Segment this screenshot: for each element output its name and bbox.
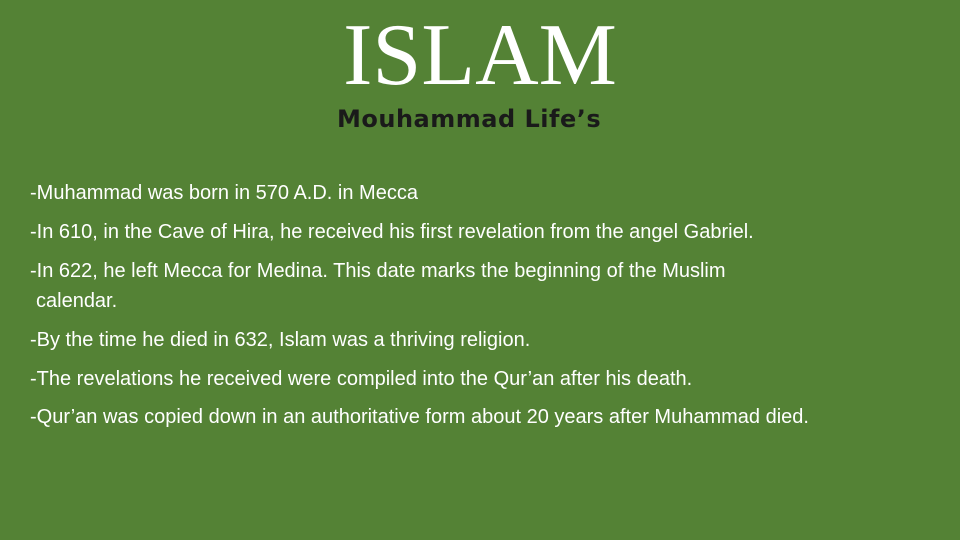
slide-title: ISLAM: [343, 7, 617, 104]
body-line: calendar.: [36, 290, 118, 312]
body-line: -Qur’an was copied down in an authoritative form about 20 years after Muhammad died.: [30, 406, 809, 428]
body-line: -By the time he died in 632, Islam was a thriving religion.: [30, 329, 531, 351]
body-line: -In 622, he left Mecca for Medina. This date marks the beginning of the Muslim: [30, 260, 726, 282]
slide-body: [30, 178, 930, 441]
slide-subtitle: Mouhammad Life’s: [337, 105, 602, 133]
body-line: -In 610, in the Cave of Hira, he received his first revelation from the angel Gabriel.: [30, 221, 754, 243]
body-line: -The revelations he received were compiled into the Qur’an after his death.: [30, 368, 693, 390]
body-line: -Muhammad was born in 570 A.D. in Mecca: [30, 182, 418, 204]
